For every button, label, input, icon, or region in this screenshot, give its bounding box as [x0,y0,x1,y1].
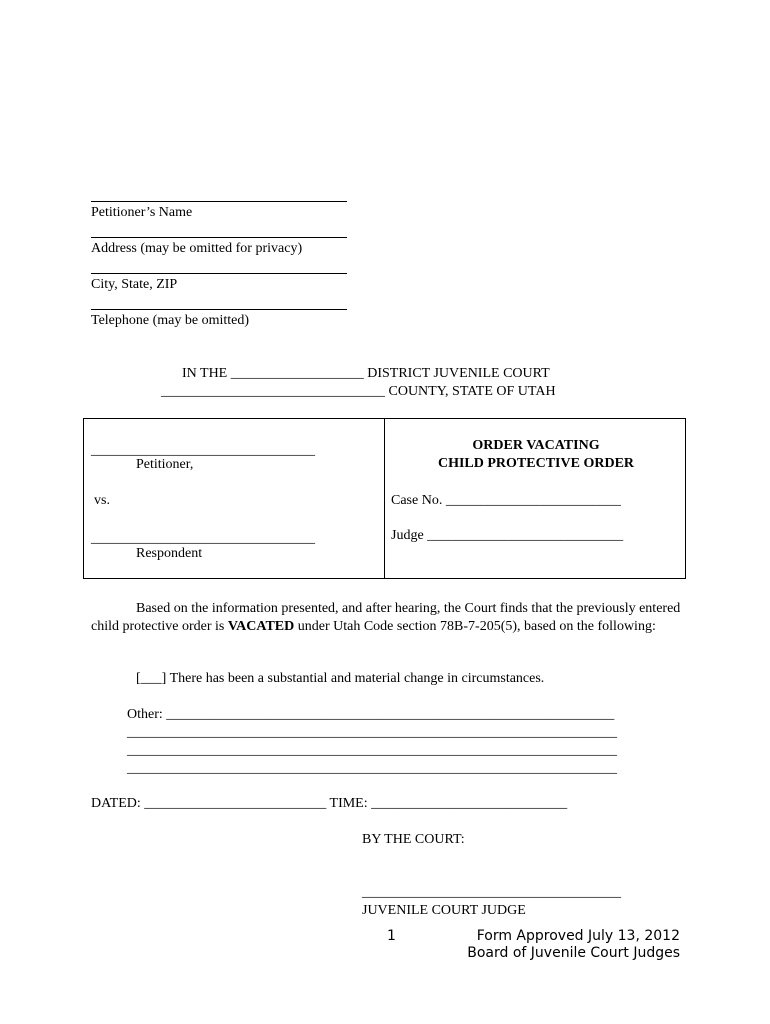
address-blank[interactable] [91,237,347,238]
case-number-field[interactable]: Case No. _________________________ [391,493,621,508]
address-label: Address (may be omitted for privacy) [91,241,303,256]
findings-intro-text: Based on the information presented, and after hearing, the Court finds that the previously entered child protective order is [91,601,681,634]
judge-signature-line[interactable]: _____________________________________ [362,885,621,900]
telephone-label: Telephone (may be omitted) [91,313,250,328]
telephone-blank[interactable] [91,309,347,310]
other-reason-line-3[interactable]: ______________________________________________________________________ [127,743,617,758]
city-state-zip-label: City, State, ZIP [91,277,178,292]
dated-time-field[interactable]: DATED: __________________________ TIME: ____________________________ [91,796,568,811]
petitioner-party-blank[interactable]: ________________________________ [91,443,315,458]
form-approval-date: Form Approved July 13, 2012 [476,928,680,944]
findings-paragraph [91,600,681,636]
case-caption-box [83,418,686,579]
other-reason-line-2[interactable]: ______________________________________________________________________ [127,725,617,740]
order-title-line1: ORDER VACATING [472,438,600,453]
other-reason-field[interactable]: Other: ________________________________________________________________ [127,707,615,722]
court-header-line2: ________________________________ COUNTY, STATE OF UTAH [161,384,556,399]
change-circumstances-checkbox[interactable]: [___] There has been a substantial and material change in circumstances. [136,671,545,686]
court-header-line1: IN THE ___________________ DISTRICT JUVENILE COURT [182,366,550,381]
versus-label: vs. [94,493,110,508]
other-reason-line-4[interactable]: ______________________________________________________________________ [127,761,617,776]
page-number: 1 [387,928,396,944]
juvenile-court-judge-label: JUVENILE COURT JUDGE [362,903,526,918]
order-title-line2: CHILD PROTECTIVE ORDER [437,456,635,471]
petitioner-name-label: Petitioner’s Name [91,205,193,220]
petitioner-party-label: Petitioner, [136,457,194,472]
form-approval-board: Board of Juvenile Court Judges [467,945,680,961]
findings-rest-text: under Utah Code section 78B-7-205(5), based on the following: [294,619,656,634]
respondent-party-label: Respondent [136,546,203,561]
respondent-party-blank[interactable]: ________________________________ [91,531,315,546]
vacated-emphasis: VACATED [227,619,295,634]
petitioner-name-blank[interactable] [91,201,347,202]
city-state-zip-blank[interactable] [91,273,347,274]
judge-field[interactable]: Judge ____________________________ [391,528,624,543]
by-the-court-label: BY THE COURT: [362,832,465,847]
